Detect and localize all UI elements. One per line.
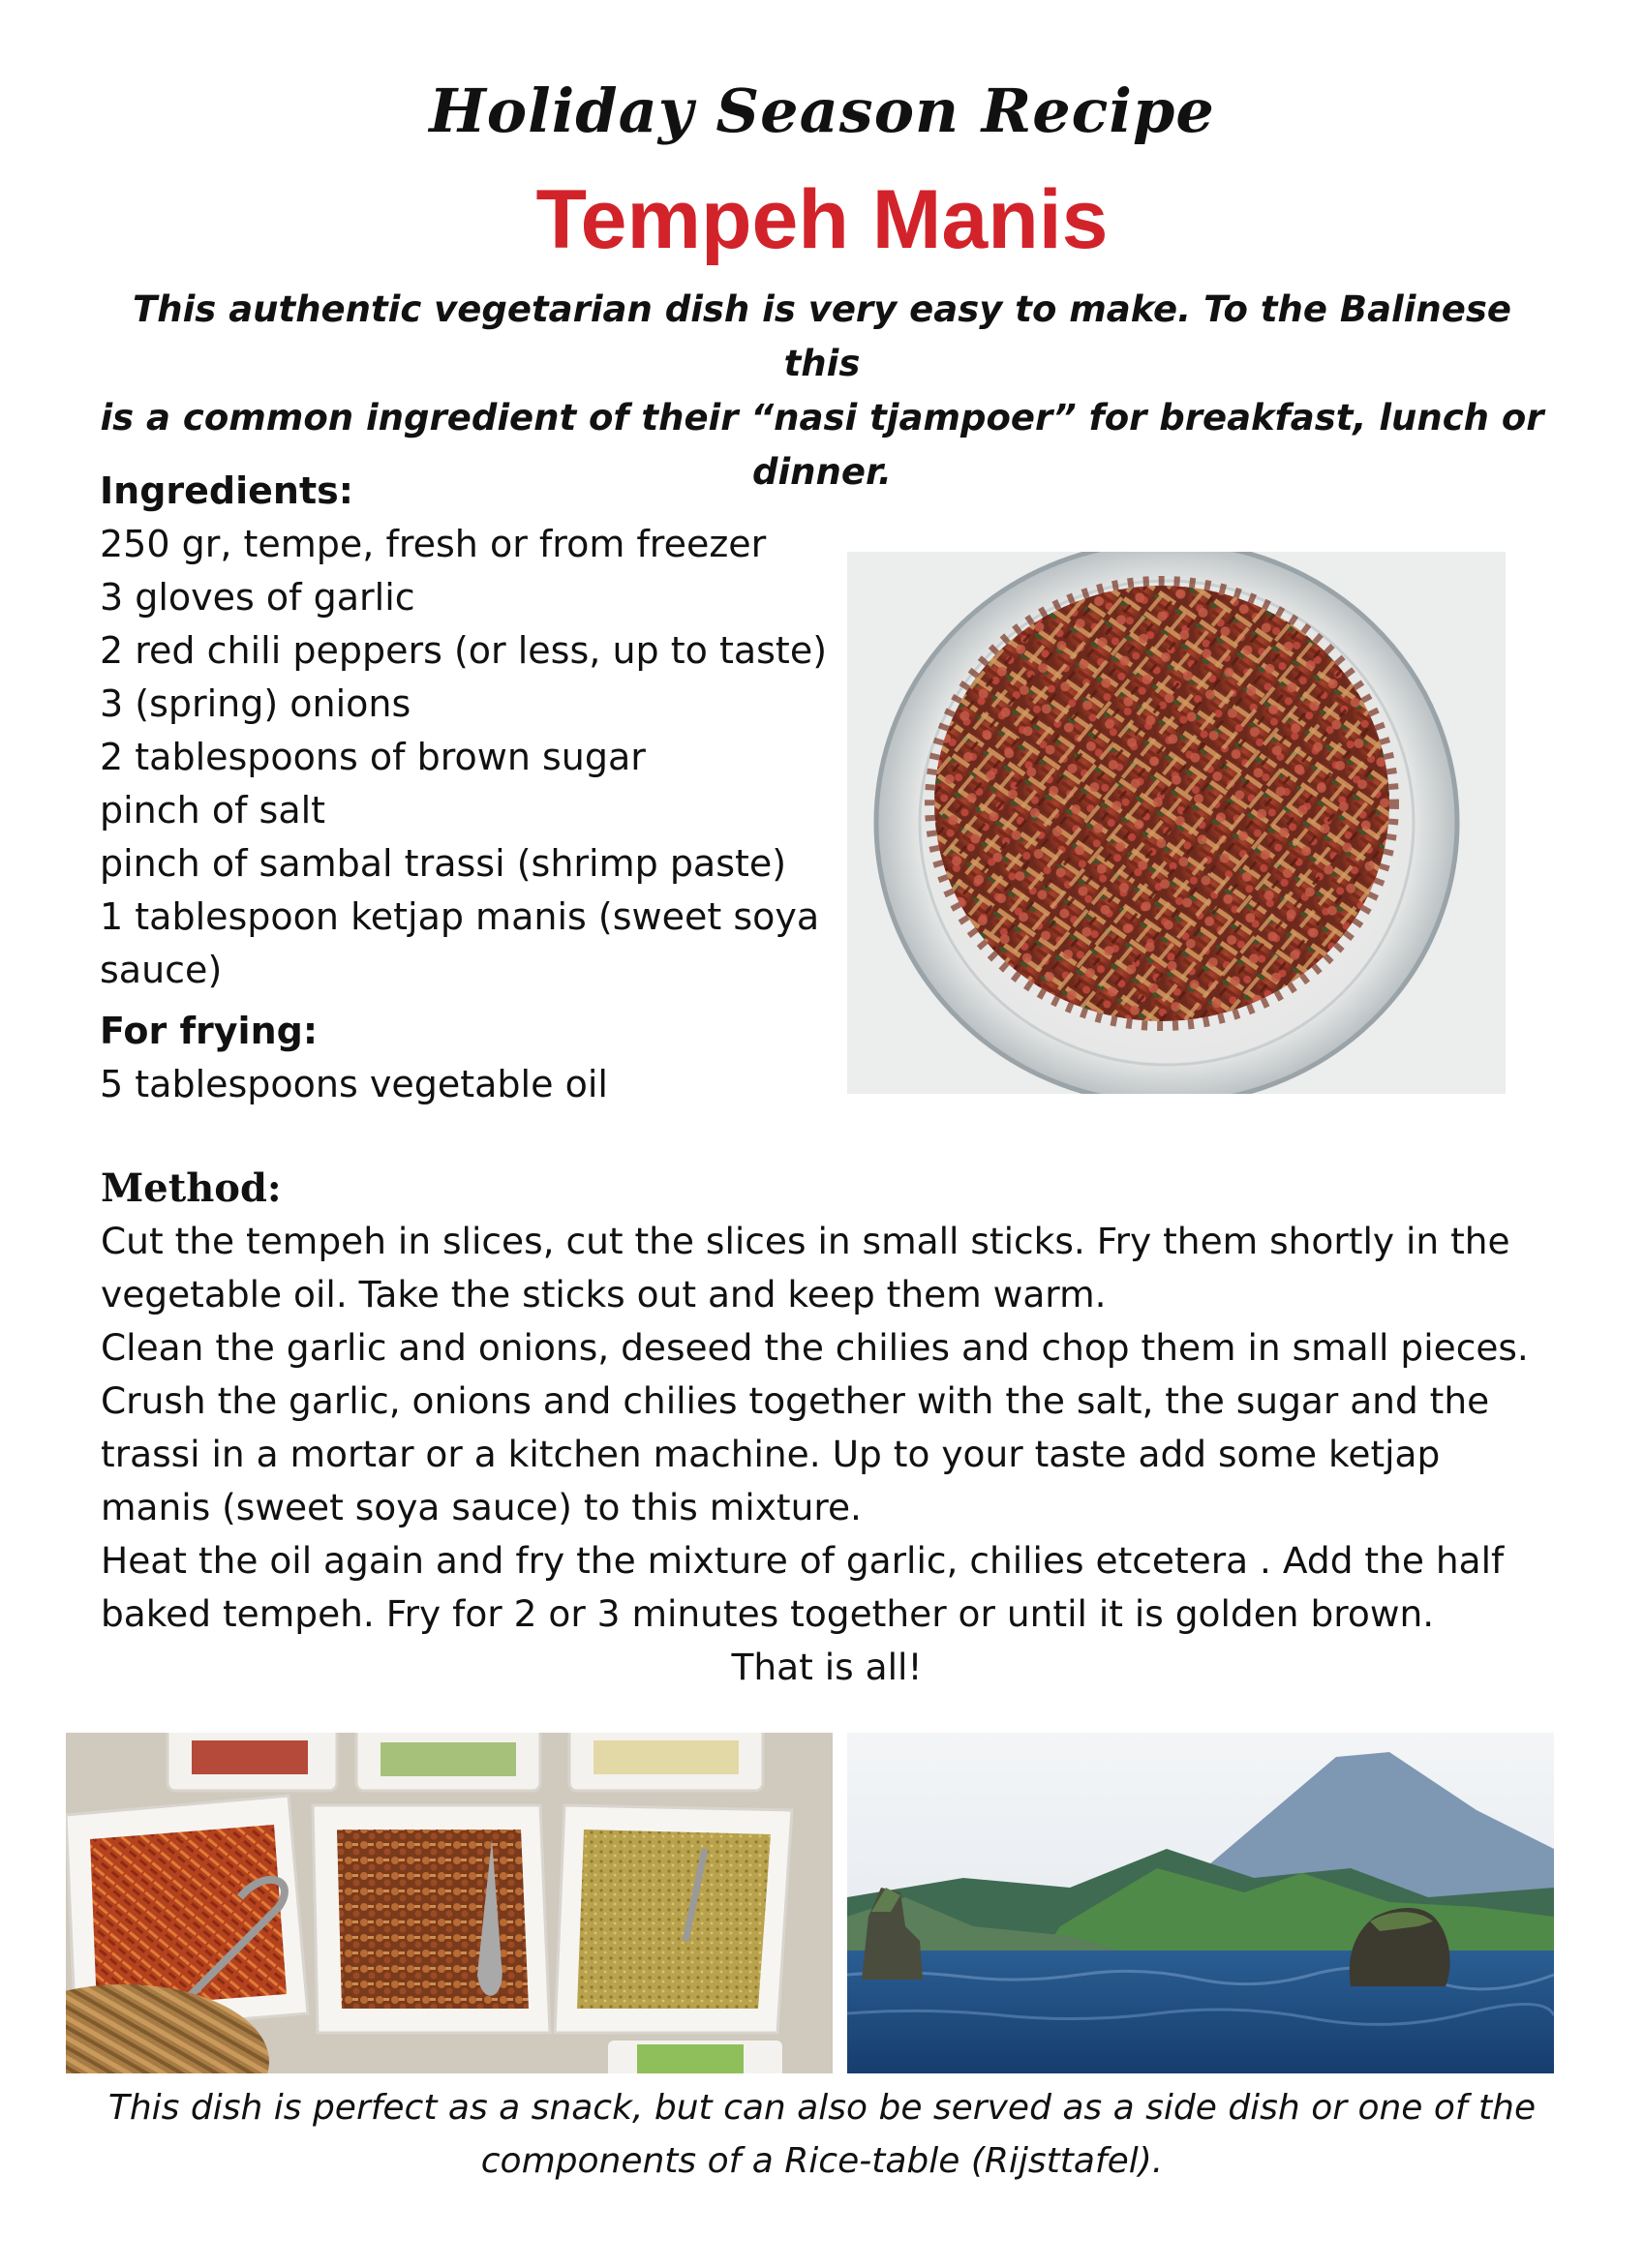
- tempeh-plate-photo: [847, 552, 1506, 1094]
- method-line: Heat the oil again and fry the mixture of garlic, chilies etcetera . Add the half: [101, 1539, 1505, 1582]
- method-heading: Method:: [101, 1165, 282, 1211]
- bali-volcano-landscape-photo: [847, 1733, 1554, 2073]
- frying-heading: For frying:: [100, 1010, 319, 1052]
- recipe-title: Tempeh Manis: [535, 173, 1109, 266]
- ingredient-item: 2 tablespoons of brown sugar: [100, 736, 646, 778]
- ingredients-heading: Ingredients:: [100, 469, 353, 512]
- ingredient-item: pinch of salt: [100, 789, 326, 832]
- method-line: Crush the garlic, onions and chilies together with the salt, the sugar and the: [101, 1379, 1490, 1422]
- method-line: Cut the tempeh in slices, cut the slices in small sticks. Fry them shortly in the: [101, 1220, 1510, 1262]
- frying-item: 5 tablespoons vegetable oil: [100, 1063, 608, 1105]
- ingredient-item: pinch of sambal trassi (shrimp paste): [100, 842, 787, 885]
- method-line: baked tempeh. Fry for 2 or 3 minutes together or until it is golden brown.: [101, 1592, 1435, 1635]
- caption-line: components of a Rice-table (Rijsttafel).: [480, 2141, 1164, 2181]
- method-line: trassi in a mortar or a kitchen machine. Up to your taste add some ketjap: [101, 1433, 1441, 1475]
- ingredient-item: 3 (spring) onions: [100, 682, 411, 725]
- ingredient-item: sauce): [100, 949, 223, 991]
- intro-line: is a common ingredient of their “nasi tjampoer” for breakfast, lunch or: [100, 397, 1544, 438]
- intro-line: dinner.: [752, 451, 892, 493]
- photo-caption: [58, 2081, 1586, 2188]
- recipe-subtitle: Holiday Season Recipe: [429, 76, 1215, 146]
- method-closing: That is all!: [731, 1646, 923, 1688]
- method-line: vegetable oil. Take the sticks out and keep them warm.: [101, 1273, 1107, 1315]
- method-section: [101, 1162, 1553, 1694]
- ingredients-section: [100, 465, 836, 1111]
- intro-line: This authentic vegetarian dish is very easy to make. To the Balinese this: [133, 288, 1511, 384]
- rice-table-dishes-photo: [66, 1733, 833, 2073]
- caption-line: This dish is perfect as a snack, but can also be served as a side dish or one of the: [107, 2088, 1537, 2128]
- ingredient-item: 1 tablespoon ketjap manis (sweet soya: [100, 895, 820, 938]
- ingredient-item: 3 gloves of garlic: [100, 576, 415, 619]
- method-line: Clean the garlic and onions, deseed the chilies and chop them in small pieces.: [101, 1326, 1529, 1369]
- method-line: manis (sweet soya sauce) to this mixture.: [101, 1486, 862, 1528]
- ingredient-item: 2 red chili peppers (or less, up to taste): [100, 629, 828, 672]
- ingredient-item: 250 gr, tempe, fresh or from freezer: [100, 523, 767, 565]
